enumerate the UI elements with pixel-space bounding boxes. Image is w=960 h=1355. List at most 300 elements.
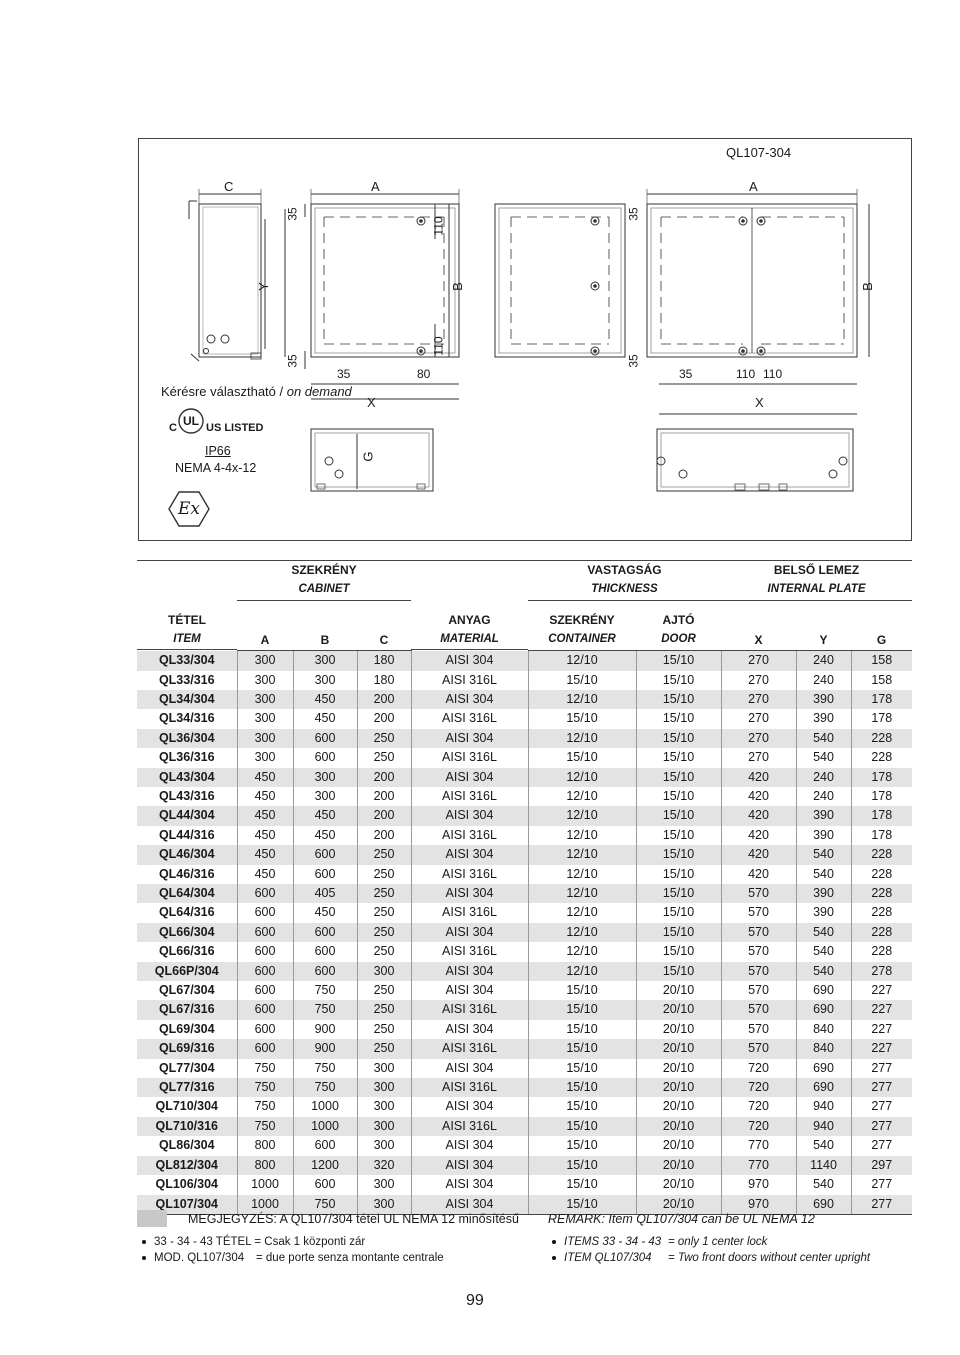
table-cell: 270 [721,671,796,690]
table-cell: 600 [293,845,357,864]
table-cell: AISI 316L [411,709,528,728]
item-code-cell: QL43/304 [158,769,215,784]
table-cell: 540 [796,942,851,961]
table-cell: 420 [721,845,796,864]
table-cell: 15/10 [636,729,721,748]
table-cell: 277 [851,1136,912,1155]
table-cell: 600 [237,1020,293,1039]
table-cell: 450 [293,826,357,845]
table-cell: AISI 304 [411,690,528,709]
table-cell: 600 [293,1175,357,1194]
item-code-cell: QL43/316 [158,788,215,803]
table-cell: 240 [796,768,851,787]
table-cell: 270 [721,690,796,709]
table-cell: 250 [357,942,411,961]
table-cell: 250 [357,865,411,884]
table-cell: 297 [851,1156,912,1175]
table-cell: AISI 304 [411,1156,528,1175]
item-code-cell: QL34/304 [158,691,215,706]
table-cell: 15/10 [636,903,721,922]
table-cell: 227 [851,1000,912,1019]
table-cell: 750 [293,1000,357,1019]
table-cell: 970 [721,1175,796,1194]
table-row [137,845,912,864]
item-code-cell: QL812/304 [155,1157,219,1172]
ip-rating: IP66 [205,444,231,458]
table-cell: 228 [851,884,912,903]
table-cell: 12/10 [528,690,636,709]
table-cell: 300 [237,690,293,709]
table-cell: 12/10 [528,651,636,671]
table-cell: 250 [357,903,411,922]
col-x: X [721,600,796,650]
table-cell: 770 [721,1136,796,1155]
table-cell: 12/10 [528,962,636,981]
table-cell: 180 [357,651,411,671]
table-row [137,690,912,709]
table-row [137,729,912,748]
table-cell: 570 [721,962,796,981]
technical-drawing-panel [138,138,912,541]
table-cell: 15/10 [528,1039,636,1058]
table-cell: 200 [357,806,411,825]
table-cell: 450 [237,826,293,845]
table-cell: 900 [293,1020,357,1039]
table-cell: 570 [721,981,796,1000]
table-row [137,1175,912,1194]
group-thickness: VASTAGSÁG THICKNESS [528,561,721,601]
dim-35-x2: 35 [679,367,693,381]
table-cell: 600 [293,729,357,748]
item-code-cell: QL86/304 [158,1138,215,1153]
table-cell: 15/10 [528,709,636,728]
table-cell: 240 [796,787,851,806]
table-cell: 940 [796,1097,851,1116]
table-cell: 600 [237,923,293,942]
item-code-cell: QL33/316 [158,672,215,687]
table-cell: 600 [237,942,293,961]
table-cell: 15/10 [636,671,721,690]
table-cell: AISI 304 [411,768,528,787]
table-cell: 420 [721,826,796,845]
table-cell: 840 [796,1039,851,1058]
table-cell: 320 [357,1156,411,1175]
table-cell: 300 [293,651,357,671]
table-cell: 690 [796,1195,851,1215]
table-cell: 690 [796,1000,851,1019]
item-code-cell: QL36/304 [158,730,215,745]
table-cell: 600 [293,962,357,981]
item-code-cell: QL66/316 [158,944,215,959]
table-row [137,709,912,728]
table-cell: AISI 304 [411,845,528,864]
table-cell: 540 [796,845,851,864]
table-cell: 570 [721,903,796,922]
table-cell: 450 [237,768,293,787]
group-internal-plate: BELSŐ LEMEZ INTERNAL PLATE [721,561,912,601]
table-cell: AISI 316L [411,1117,528,1136]
table-cell: 750 [293,1059,357,1078]
table-cell: 300 [357,1136,411,1155]
item-code-cell: QL66/304 [158,924,215,939]
table-cell: 300 [237,651,293,671]
table-cell: 570 [721,1020,796,1039]
dim-110-top: 110 [431,216,446,236]
table-cell: 390 [796,690,851,709]
table-cell: 20/10 [636,1000,721,1019]
table-cell: 405 [293,884,357,903]
table-cell: 12/10 [528,903,636,922]
table-cell: 250 [357,1000,411,1019]
remark-swatch [137,1210,167,1227]
table-cell: 15/10 [636,806,721,825]
col-item: TÉTEL ITEM [137,600,237,650]
table-cell: 20/10 [636,1195,721,1215]
table-cell: 228 [851,903,912,922]
on-demand-label: Kérésre választható / on demand [161,384,352,399]
table-cell: 15/10 [528,1000,636,1019]
item-code-cell: QL44/316 [158,827,215,842]
table-cell: AISI 316L [411,787,528,806]
table-cell: 15/10 [528,1117,636,1136]
item-code-cell: QL34/316 [158,711,215,726]
table-cell: 20/10 [636,1078,721,1097]
x-dimension-lines [311,384,857,414]
table-cell: 540 [796,1136,851,1155]
table-cell: 178 [851,806,912,825]
table-cell: 250 [357,981,411,1000]
col-material: ANYAG MATERIAL [411,600,528,650]
col-c: C [357,600,411,650]
table-cell: 1000 [293,1097,357,1116]
table-row [137,1039,912,1058]
table-cell: 228 [851,845,912,864]
table-row [137,768,912,787]
item-code-cell: QL46/304 [158,847,215,862]
table-cell: AISI 316L [411,903,528,922]
table-cell: 15/10 [636,748,721,767]
table-cell: 600 [293,923,357,942]
table-cell: 300 [357,1078,411,1097]
table-cell: 15/10 [528,671,636,690]
table-cell: 600 [237,903,293,922]
table-cell: AISI 304 [411,884,528,903]
table-cell: 227 [851,1039,912,1058]
table-row [137,1117,912,1136]
table-cell: 15/10 [636,923,721,942]
table-cell: 600 [293,865,357,884]
table-cell: 200 [357,826,411,845]
table-row [137,651,912,671]
item-code-cell: QL710/316 [155,1118,219,1133]
table-cell: 300 [237,709,293,728]
table-cell: 250 [357,1020,411,1039]
table-cell: 1200 [293,1156,357,1175]
table-row [137,1020,912,1039]
table-cell: 300 [293,787,357,806]
table-row [137,1097,912,1116]
table-cell: 12/10 [528,729,636,748]
nema-rating: NEMA 4-4x-12 [175,461,257,475]
item-code-cell: QL69/304 [158,1021,215,1036]
table-cell: 450 [237,787,293,806]
table-cell: 227 [851,981,912,1000]
header-blank [137,561,237,601]
dim-b2-label: B [859,282,875,291]
col-container: SZEKRÉNY CONTAINER [528,600,636,650]
table-cell: AISI 304 [411,962,528,981]
header-blank-2 [411,561,528,601]
table-row [137,962,912,981]
table-cell: 15/10 [528,1059,636,1078]
table-cell: 277 [851,1078,912,1097]
table-cell: 270 [721,651,796,671]
table-cell: 720 [721,1059,796,1078]
table-cell: 420 [721,806,796,825]
table-cell: 15/10 [636,651,721,671]
table-row [137,787,912,806]
table-cell: 12/10 [528,845,636,864]
table-cell: 15/10 [636,845,721,864]
table-cell: 300 [293,768,357,787]
table-cell: 390 [796,709,851,728]
table-cell: 178 [851,690,912,709]
col-door: AJTÓ DOOR [636,600,721,650]
table-cell: 228 [851,942,912,961]
table-cell: 12/10 [528,768,636,787]
side-view [189,189,265,361]
table-cell: 390 [796,806,851,825]
table-cell: 1000 [293,1117,357,1136]
table-cell: 450 [237,806,293,825]
table-cell: 20/10 [636,1156,721,1175]
table-cell: 15/10 [528,1175,636,1194]
table-cell: 750 [293,1078,357,1097]
table-cell: 940 [796,1117,851,1136]
table-cell: 20/10 [636,1020,721,1039]
table-row [137,826,912,845]
table-cell: 15/10 [528,748,636,767]
item-code-cell: QL66P/304 [154,963,219,978]
table-cell: 720 [721,1097,796,1116]
table-cell: 158 [851,651,912,671]
table-cell: 300 [357,962,411,981]
table-cell: AISI 316L [411,826,528,845]
table-cell: 15/10 [528,1078,636,1097]
table-cell: 15/10 [636,865,721,884]
table-cell: 15/10 [528,1020,636,1039]
item-code-cell: QL64/304 [158,886,215,900]
table-cell: 178 [851,826,912,845]
table-cell: 450 [293,690,357,709]
table-cell: 390 [796,826,851,845]
table-row [137,1078,912,1097]
table-cell: 690 [796,981,851,1000]
table-cell: 570 [721,942,796,961]
y-dimension [285,204,305,369]
table-cell: 15/10 [636,787,721,806]
table-cell: 300 [357,1117,411,1136]
table-cell: 420 [721,865,796,884]
table-row [137,671,912,690]
table-cell: 178 [851,709,912,728]
table-cell: 1140 [796,1156,851,1175]
front-view-door [495,204,625,357]
table-cell: 158 [851,671,912,690]
dim-a2-label: A [749,179,758,194]
table-cell: 178 [851,787,912,806]
item-code-cell: QL107/304 [137,1195,237,1215]
table-cell: AISI 316L [411,865,528,884]
table-cell: AISI 316L [411,671,528,690]
table-cell: 20/10 [636,1097,721,1116]
table-cell: 750 [293,981,357,1000]
table-cell: 690 [796,1059,851,1078]
table-cell: 15/10 [636,884,721,903]
dim-35-top: 35 [285,207,300,221]
table-row [137,1000,912,1019]
group-cabinet: SZEKRÉNY CABINET [237,561,411,601]
table-body [137,651,912,1215]
table-cell: 300 [357,1059,411,1078]
table-cell: 277 [851,1175,912,1194]
drawing-title: QL107-304 [726,145,792,160]
table-cell: 20/10 [636,1039,721,1058]
table-cell: 450 [293,903,357,922]
table-cell: 15/10 [528,1097,636,1116]
table-cell: 690 [796,1078,851,1097]
item-code-cell: QL77/304 [158,1060,215,1075]
table-cell: 1000 [237,1175,293,1194]
table-cell: 600 [237,1000,293,1019]
table-cell: 600 [237,962,293,981]
table-cell: 970 [721,1195,796,1215]
item-code-cell: QL67/316 [158,1002,215,1017]
item-code-cell: QL69/316 [158,1041,215,1056]
table-cell: 600 [237,981,293,1000]
dim-a-label: A [371,179,380,194]
table-row [137,806,912,825]
table-cell: 12/10 [528,942,636,961]
dim-80-x: 80 [417,367,431,381]
col-y: Y [796,600,851,650]
table-cell: 228 [851,923,912,942]
table-row [137,1059,912,1078]
bullet-icon [142,1256,146,1260]
table-cell: 300 [357,1195,411,1215]
table-cell: AISI 304 [411,923,528,942]
table-cell: 15/10 [636,962,721,981]
dim-x-label: X [367,395,376,410]
table-cell: AISI 304 [411,1136,528,1155]
table-cell: AISI 304 [411,651,528,671]
table-cell: 15/10 [528,1156,636,1175]
note-en-1: ITEMS 33 - 34 - 43 = only 1 center lock [552,1236,661,1248]
table-cell: 15/10 [636,690,721,709]
table-cell: 270 [721,748,796,767]
table-cell: 277 [851,1195,912,1215]
table-cell: 178 [851,768,912,787]
table-cell: AISI 304 [411,1097,528,1116]
table-cell: 750 [237,1117,293,1136]
item-code-cell: QL106/304 [155,1177,219,1192]
item-code-cell: QL64/316 [158,905,215,920]
table-cell: 250 [357,845,411,864]
table-cell: 300 [237,729,293,748]
dim-35-door-bottom: 35 [626,354,641,368]
table-cell: 600 [237,1039,293,1058]
table-cell: 250 [357,1039,411,1058]
table-cell: 750 [237,1097,293,1116]
table-cell: AISI 316L [411,942,528,961]
table-cell: 200 [357,768,411,787]
item-code-cell: QL44/304 [158,808,215,823]
table-cell: 900 [293,1039,357,1058]
dim-35-x: 35 [337,367,351,381]
ul-mark-label: UL [183,414,199,428]
dim-35-door-top: 35 [626,207,641,221]
table-cell: 800 [237,1136,293,1155]
table-row [137,748,912,767]
item-code-cell: QL46/316 [158,866,215,881]
table-cell: 720 [721,1078,796,1097]
table-cell: 750 [293,1195,357,1215]
table-cell: 250 [357,729,411,748]
bullet-icon [552,1240,556,1244]
table-cell: 450 [237,865,293,884]
dim-110-x2a: 110 [736,367,756,381]
item-code-cell: QL77/316 [158,1080,215,1095]
table-cell: 420 [721,787,796,806]
table-cell: 250 [357,923,411,942]
remark-hu: MEGJEGYZÉS: A QL107/304 tétel UL NEMA 12 minősítésű [188,1212,519,1226]
table-cell: 300 [237,671,293,690]
table-cell: 570 [721,923,796,942]
front-view-inner [311,189,459,357]
front-view-double-door [647,189,869,357]
table-cell: 15/10 [636,709,721,728]
col-a: A [237,600,293,650]
table-cell: 1000 [237,1195,293,1215]
item-code-cell: QL36/316 [158,750,215,765]
ex-mark-label: Ex [178,499,200,519]
dim-g-label: G [360,451,376,462]
table-cell: 450 [293,709,357,728]
table-cell: 540 [796,729,851,748]
table-cell: 20/10 [636,1136,721,1155]
table-cell: 540 [796,1175,851,1194]
table-cell: 278 [851,962,912,981]
table-cell: AISI 316L [411,748,528,767]
table-cell: 600 [237,884,293,903]
table-cell: 540 [796,923,851,942]
table-cell: 15/10 [528,981,636,1000]
table-cell: 180 [357,671,411,690]
table-cell: AISI 304 [411,1020,528,1039]
table-cell: 450 [293,806,357,825]
enclosure-drawings [139,139,913,542]
page-number: 99 [466,1292,484,1309]
table-cell: AISI 304 [411,729,528,748]
table-cell: 600 [293,748,357,767]
table-cell: AISI 316L [411,1078,528,1097]
table-cell: 277 [851,1059,912,1078]
table-cell: 390 [796,884,851,903]
table-cell: 20/10 [636,1175,721,1194]
table-cell: 15/10 [528,1195,636,1215]
table-cell: 300 [357,1175,411,1194]
table-cell: 600 [293,1136,357,1155]
